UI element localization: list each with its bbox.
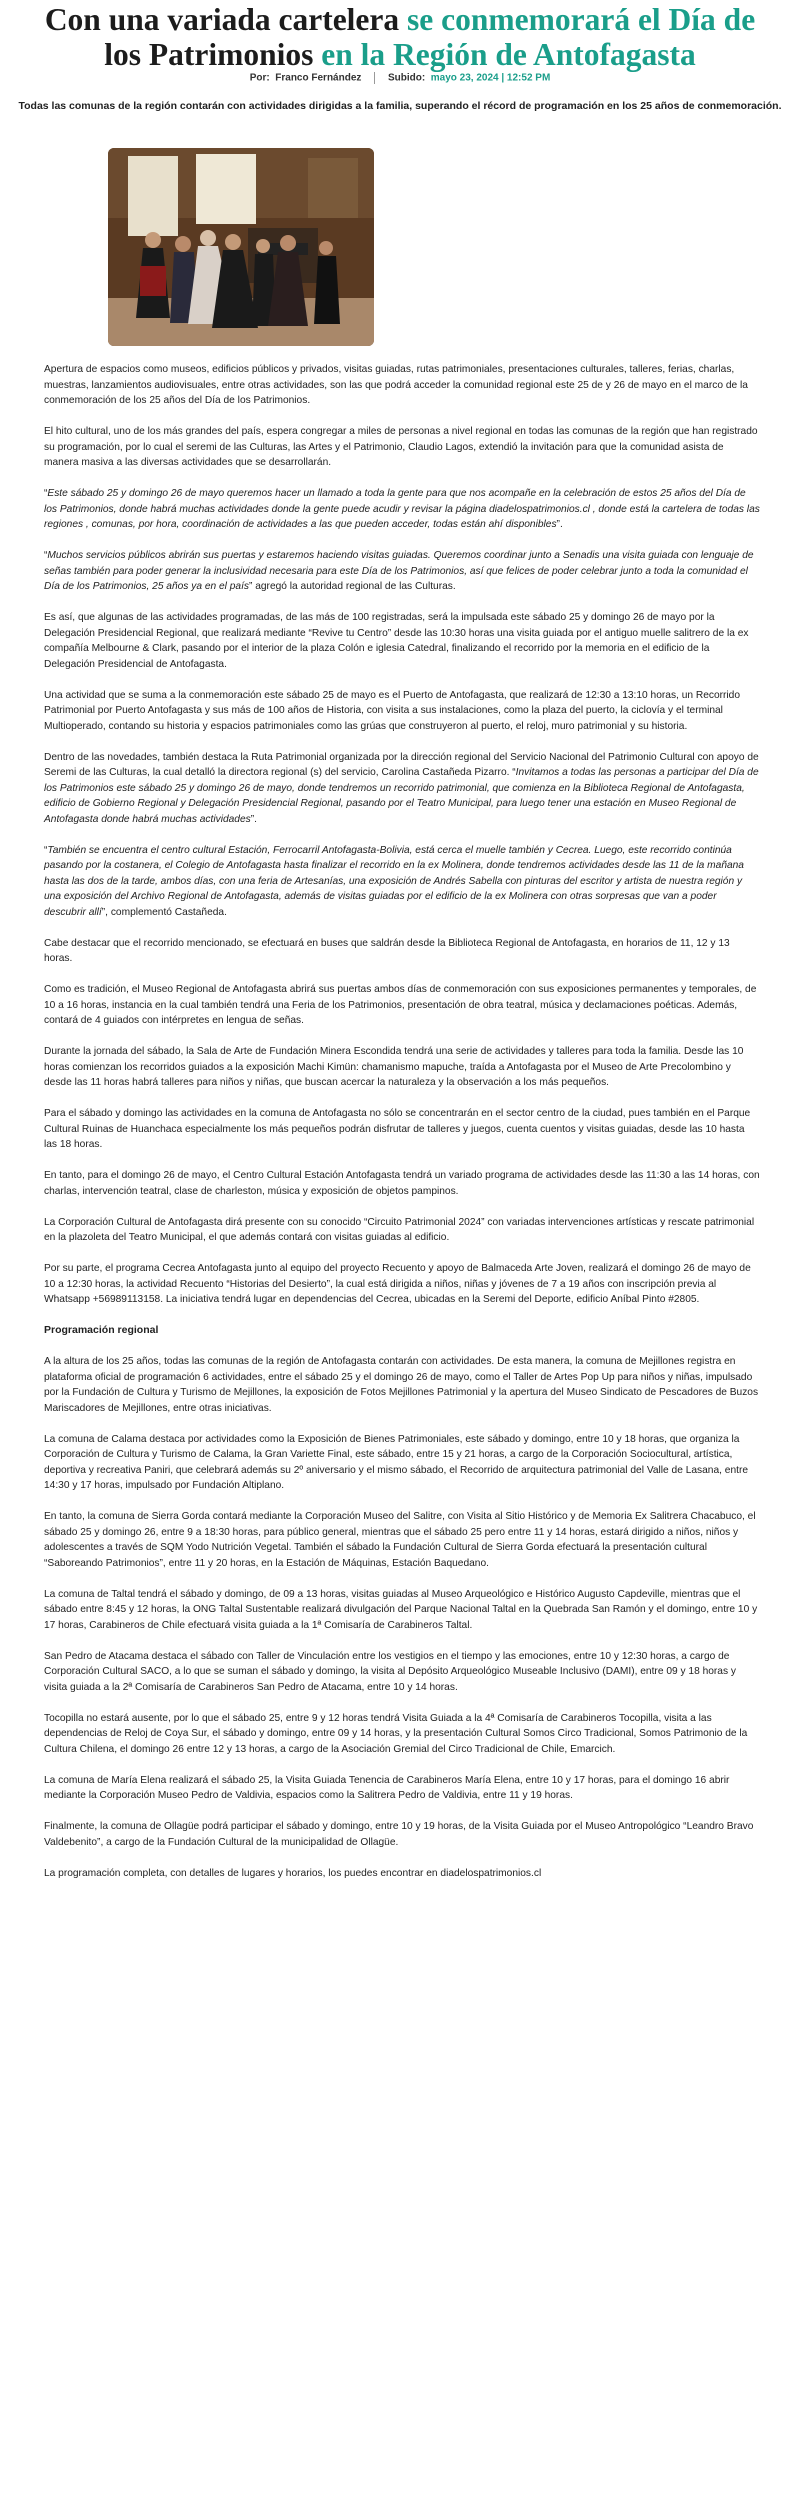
paragraph: Cabe destacar que el recorrido mencionado, se efectuará en buses que saldrán desde la Biblioteca Regional de Antofagasta, en horarios de 11, 12 y 13 horas. — [44, 937, 730, 964]
quote-paragraph — [44, 548, 760, 595]
paragraph: El hito cultural, uno de los más grandes del país, espera congregar a miles de personas a nivel regional en todas las comunas de la región que han registrado su programación, por lo cual el seremi de las Culturas, las Artes y el Patrimonio, Claudio Lagos, extendió la invitación para que la comunidad asista de manera masiva a las diversas actividades que se desarrollarán. — [44, 426, 758, 468]
paragraph: En tanto, la comuna de Sierra Gorda contará mediante la Corporación Museo del Salitre, con Visita al Sitio Histórico y de Memoria Ex Salitrera Chacabuco, el sábado 25 y domingo 26, entre 9 a 18:30 horas, para público general, mientras que el sábado 25 pero entre 11 y 14 horas, estará dirigido a niños, niños y adolescentes a través de SQM Yodo Nutrición Vegetal. También el sábado la Fundación Cultural de Sierra Gorda efectuará la presentación cultural “Saboreando Patrimonios”, entre 11 y 20 horas, en la Estación de Máquinas, Estación Baquedano. — [44, 1511, 756, 1569]
quote-attribution: ”, complementó Castañeda. — [101, 906, 227, 918]
quote-text: También se encuentra el centro cultural Estación, Ferrocarril Antofagasta-Bolivia, está cerca el muelle también y Cecrea. Luego, este recorrido continúa pasando por la costanera, el Colegio de Antofagasta hasta finalizar el recorrido en la ex Molinera, donde tendremos actividades desde las 11 de la mañana hasta las dos de la tarde, ambos días, con una feria de Artesanías, una exposición de Andrés Sabella con pinturas del escritor y artista de nuestra región y una exposición del Archivo Regional de Antofagasta, además de visitas guiadas por el edificio de la ex Molinera con otras sorpresas que van a poder descubrir allí — [44, 844, 744, 918]
dancers-photo — [108, 148, 374, 346]
quote-close: ”. — [250, 813, 257, 825]
paragraph: La Corporación Cultural de Antofagasta dirá presente con su conocido “Circuito Patrimonial 2024” con variadas intervenciones artísticas y rescate patrimonial en la plazoleta del Teatro Municipal, el que además contará con visitas guiadas al edificio. — [44, 1216, 755, 1243]
paragraph: La comuna de Calama destaca por actividades como la Exposición de Bienes Patrimoniales, este sábado y domingo, entre 10 y 18 horas, que organiza la Corporación de Cultura y Turismo de Calama, la Gran Variette Final, este sábado, entre 15 y 21 horas, a cargo de la Corporación Sociocultural, artística, deportiva y recreativa Paniri, que celebrará además su 2º aniversario y el mismo sábado, el Recorrido de arquitectura patrimonial del Valle de Lasana, entre 14:30 y 17 horas, impulsado por Fundación Altiplano. — [44, 1433, 749, 1491]
quote-text: Invitamos a todas las personas a participar del Día de los Patrimonios este sábado 25 y domingo 26 de mayo, donde tendremos un recorrido patrimonial, que comienza en la Biblioteca Regional de Antofagasta, edificio de Gobierno Regional y Delegación Presidencial Regional, pasando por el Teatro Municipal, para luego tener una estación en Museo Regional de Antofagasta donde habrá muchas actividades — [44, 767, 759, 825]
paragraph: Tocopilla no estará ausente, por lo que el sábado 25, entre 9 y 12 horas tendrá Visita Guiada a la 4ª Comisaría de Carabineros Tocopilla, visita a las dependencias de Reloj de Coya Sur, el sábado y domingo, entre 09 y 14 horas, y la presentación Cultural Somos Circo Tradicional, Somos Patrimonio de la Cultura Chilena, el domingo 26 entre 12 y 13 horas, a cargo de la Asociación Gremial del Circo Tradicional de Chile, Emarcich. — [44, 1712, 748, 1755]
paragraph: Durante la jornada del sábado, la Sala de Arte de Fundación Minera Escondida tendrá una serie de actividades y talleres para toda la familia. Desde las 10 horas comienzan los recorridos guiados a la exposición Machi Kimün: chamanismo mapuche, traída a Antofagasta por el Museo de Arte Precolombino y desde las 11 horas habrá talleres para niños y niñas, que buscan acercar la naturaleza y la observación a los más pequeños. — [44, 1046, 744, 1088]
quote-open: “ — [44, 844, 48, 856]
author-name[interactable]: Franco Fernández — [275, 72, 362, 84]
quote-open: “ — [44, 550, 48, 561]
title-part-3: los Patrimonios — [104, 37, 322, 72]
paragraph: En tanto, para el domingo 26 de mayo, el Centro Cultural Estación Antofagasta tendrá un variado programa de actividades desde las 11:30 a las 14 horas, con charlas, intervención teatral, clase de charleston, música y exposición de objetos pampinos. — [44, 1170, 760, 1197]
paragraph: Es así, que algunas de las actividades programadas, de las más de 100 registradas, será la impulsada este sábado 25 y domingo 26 de mayo por la Delegación Presidencial Regional, que realizará mediante “Revive tu Centro” desde las 10:30 horas una visita guiada por el antiguo muelle salitrero de la ex compañía Melbourne & Clark, pasando por el interior de la plaza Colón e iglesia Catedral, finalizando el recorrido por la memoria en el edificio de la Delegación Presidencial de Antofagasta. — [44, 612, 749, 670]
paragraph: La programación completa, con detalles de lugares y horarios, los puedes encontrar en diadelospatrimonios.cl — [44, 1867, 542, 1879]
paragraph: Apertura de espacios como museos, edificios públicos y privados, visitas guiadas, rutas patrimoniales, presentaciones culturales, talleres, ferias, charlas, muestras, lanzamientos audiovisuales, entre otras actividades, son las que podrá acceder la comunidad regional este 25 de y 26 de mayo en el marco de la conmemoración de los 25 años del Día de los Patrimonios. — [44, 364, 748, 406]
quote-paragraph — [44, 486, 760, 533]
article-lead: Todas las comunas de la región contarán con actividades dirigidas a la familia, superando el récord de programación en los 25 años de conmemoración. — [18, 100, 782, 112]
paragraph: Una actividad que se suma a la conmemoración este sábado 25 de mayo es el Puerto de Antofagasta, que realizará de 12:30 a 13:10 horas, un Recorrido Patrimonial por Puerto Antofagasta y sus más de 100 años de Historia, con visita a sus instalaciones, como la plaza del puerto, la ciclovía y el terminal Multioperado, contando su historia y espacios patrimoniales como las grúas que construyeron al puerto, el reloj, muro patrimonial y su historia. — [44, 689, 741, 732]
paragraph-intro: Dentro de las novedades, también destaca la Ruta Patrimonial organizada por la dirección regional del Servicio Nacional del Patrimonio Cultural con apoyo de Seremi de las Culturas, la cual detalló la directora regional (s) del servicio, Carolina Castañeda Pizarro. “ — [44, 751, 759, 778]
section-heading: Programación regional — [44, 1324, 159, 1336]
quote-open: “ — [44, 488, 48, 499]
publish-date: mayo 23, 2024 | 12:52 PM — [430, 72, 551, 84]
title-part-1: Con una variada cartelera — [44, 2, 408, 37]
quote-text: Muchos servicios públicos abrirán sus puertas y estaremos haciendo visitas guiadas. Queremos coordinar junto a Senadis una visita guiada con lenguaje de señas también para poder generar la inclusividad necesaria para este Día de los Patrimonios, así que felices de poder celebrar junto a toda la comunidad el Día de los Patrimonios, 25 años ya en el país — [44, 550, 754, 592]
paragraph: Por su parte, el programa Cecrea Antofagasta junto al equipo del proyecto Recuento y apoyo de Balmaceda Arte Joven, realizará el domingo 26 de mayo de 10 a 12:30 horas, la actividad Recuento “Historias del Desierto”, la cual está dirigida a niños, niñas y jóvenes de 7 a 19 años con inscripción previa al Whatsapp +56989113158. La iniciativa tendrá lugar en dependencias del Cecrea, ubicadas en la Seremi del Deporte, edificio Aníbal Pinto #2805. — [44, 1263, 751, 1305]
quote-paragraph — [44, 843, 760, 921]
paragraph: A la altura de los 25 años, todas las comunas de la región de Antofagasta contarán con actividades. De esta manera, la comuna de Mejillones registra en plataforma oficial de programación 6 actividades, entre el sábado 25 y el domingo 26 de mayo, como el Taller de Artes Pop Up para niños y niñas, impulsado por la Fundación de Cultura y Turismo de Mejillones, la exposición de Fotos Mejillones Patrimonial y la apertura del Museo Sindicato de Pescadores de Buzos Mariscadores de Mejillones, entre otras iniciativas. — [44, 1356, 759, 1414]
title-part-2: se conmemorará el Día de — [407, 2, 756, 37]
paragraph: San Pedro de Atacama destaca el sábado con Taller de Vinculación entre los vestigios en el tiempo y las emociones, entre 10 y 12:30 horas, a cargo de Corporación Cultural SACO, a lo que se suman el sábado y domingo, la visita al Depósito Arqueológico Museable Inclusivo (DAMI), entre 09 y 18 horas y visita guiada a la 2ª Comisaría de Carabineros San Pedro de Atacama, entre 10 y 14 horas. — [44, 1650, 736, 1693]
byline — [0, 72, 800, 84]
quote-paragraph — [44, 750, 760, 828]
by-label: Por: — [249, 72, 270, 84]
paragraph: La comuna de María Elena realizará el sábado 25, la Visita Guiada Tenencia de Carabineros María Elena, entre 10 y 17 horas, para el domingo 16 abrir mediante la Corporación Museo Pedro de Valdivia, espacios como la Salitrera Pedro de Valdivia, entre 11 y 19 horas. — [44, 1774, 730, 1801]
article-photo — [108, 148, 374, 346]
quote-attribution: ” agregó la autoridad regional de las Culturas. — [249, 581, 456, 592]
byline-divider — [374, 72, 375, 84]
title-part-4: en la Región de Antofagasta — [321, 37, 696, 72]
paragraph: Como es tradición, el Museo Regional de Antofagasta abrirá sus puertas ambos días de conmemoración con sus exposiciones permanentes y temporales, de 10 a 16 horas, instancia en la cual también tendrá una Feria de los Patrimonios, presentación de obra teatral, música y declamaciones poéticas. Además, contará de 4 guiados con intérpretes en lengua de señas. — [44, 984, 757, 1026]
paragraph: Para el sábado y domingo las actividades en la comuna de Antofagasta no sólo se concentrarán en el sector centro de la ciudad, pues también en el Parque Cultural Ruinas de Huanchaca especialmente los más pequeños podrán disfrutar de talleres y juegos, cuenta cuentos y visitas guiadas, desde las 10 hasta las 18 horas. — [44, 1108, 751, 1150]
quote-text: Este sábado 25 y domingo 26 de mayo queremos hacer un llamado a toda la gente para que nos acompañe en la celebración de estos 25 años del Día de los Patrimonios, donde habrá muchas actividades donde la gente puede acudir y revisar la página diadelospatrimonios.cl , donde está la cartelera de todas las regiones , comunas, por hora, coordinación de actividades a las que pueden acceder, todas están ahí disponibles — [44, 488, 760, 530]
uploaded-label: Subido: — [387, 72, 426, 84]
article-title — [0, 2, 800, 72]
article-body — [44, 362, 760, 1897]
paragraph: La comuna de Taltal tendrá el sábado y domingo, de 09 a 13 horas, visitas guiadas al Museo Arqueológico e Histórico Augusto Capdeville, mientras que el sábado entre 8:45 y 12 horas, la ONG Taltal Sustentable realizará divulgación del Parque Nacional Taltal en la Quebrada San Ramón y el domingo, entre 10 y 17 horas, Carabineros de Chile efectuará visita guiada a la 1ª Comisaría de Carabineros Taltal. — [44, 1588, 758, 1631]
quote-close: ”. — [556, 519, 563, 530]
paragraph: Finalmente, la comuna de Ollagüe podrá participar el sábado y domingo, entre 10 y 19 horas, de la Visita Guiada por el Museo Antropológico “Leandro Bravo Valdebenito”, a cargo de la Fundación Cultural de la municipalidad de Ollagüe. — [44, 1821, 754, 1848]
